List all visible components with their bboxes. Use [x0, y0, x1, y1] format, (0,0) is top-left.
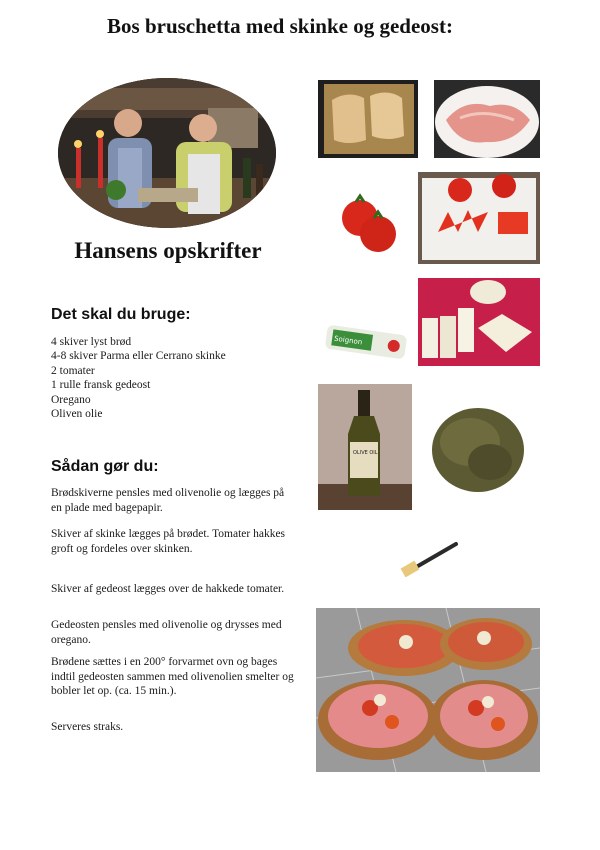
ingredient-item: 2 tomater — [51, 364, 95, 377]
ingredients-heading: Det skal du bruge: — [51, 306, 191, 323]
method-step: Brødene sættes i en 200° forvarmet ovn og bages indtil gedeosten sammen med olivenolien smelter og bobler let op. (ca. 15 min.). — [51, 656, 294, 698]
sliced-cheese-photo — [418, 278, 540, 366]
ingredient-item: Oliven olie — [51, 408, 103, 421]
bread-slices-photo — [318, 80, 418, 158]
method-step: Brødskiverne pensles med olivenolie og lægges på en plade med bagepapir. — [51, 487, 285, 514]
chopped-tomatoes-photo — [418, 172, 540, 264]
goat-cheese-package-photo — [322, 320, 410, 364]
recipe-brand-heading: Hansens opskrifter — [74, 238, 262, 263]
ingredient-item: 1 rulle fransk gedeost — [51, 379, 151, 392]
olive-oil-photo — [318, 384, 412, 510]
ingredient-item: 4-8 skiver Parma eller Cerrano skinke — [51, 350, 226, 363]
ham-photo — [434, 80, 540, 158]
page-title: Bos bruschetta med skinke og gedeost: — [107, 14, 453, 38]
method-step: Gedeosten pensles med olivenolie og drysses med oregano. — [51, 619, 282, 646]
method-step: Skiver af skinke lægges på brødet. Tomater hakkes groft og fordeles over skinken. — [51, 528, 286, 555]
tomatoes-photo — [318, 176, 410, 264]
oil-bottle-label: OLIVE OIL — [353, 450, 378, 456]
chefs-photo — [58, 78, 276, 228]
pastry-brush-photo — [398, 538, 462, 578]
cheese-package-label: Soignon — [333, 334, 363, 347]
method-step: Skiver af gedeost lægges over de hakkede tomater. — [51, 583, 285, 595]
method-step: Serveres straks. — [51, 721, 124, 733]
finished-bruschetta-photo — [316, 608, 540, 772]
ingredient-item: Oregano — [51, 393, 91, 406]
ingredient-item: 4 skiver lyst brød — [51, 336, 132, 348]
method-heading: Sådan gør du: — [51, 458, 159, 475]
ingredients-list — [51, 335, 226, 421]
oregano-photo — [416, 384, 540, 510]
